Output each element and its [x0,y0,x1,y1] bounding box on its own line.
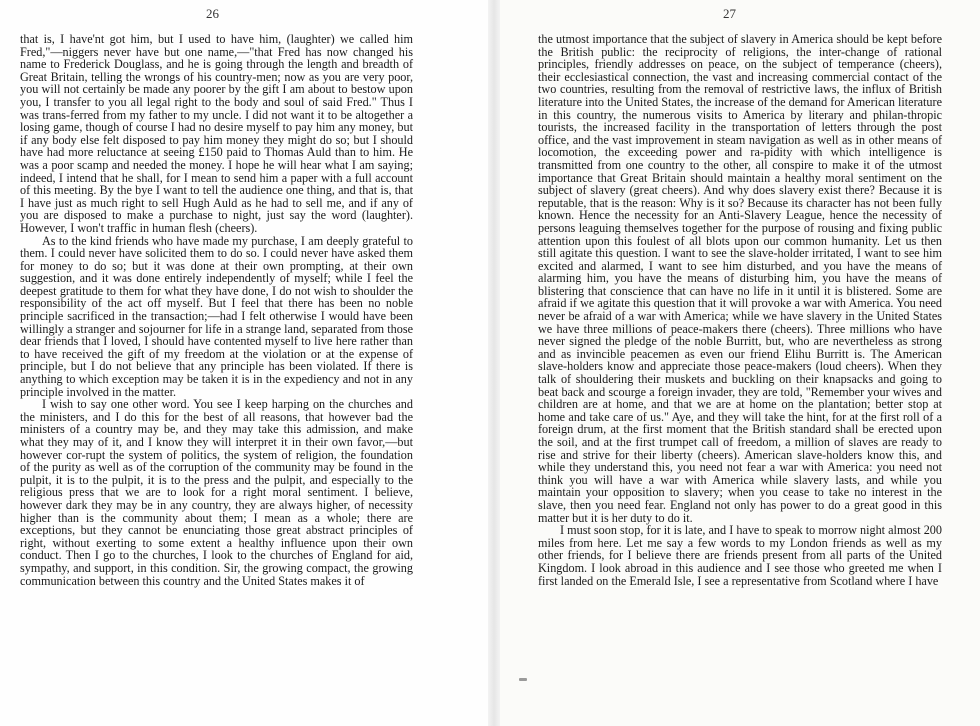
paragraph: I must soon stop, for it is late, and I have to speak to morrow night almost 200 miles from here. Let me say a few words to my London friends as well as my other friends, for I believe there are friends present from all parts of the United Kingdom. I look abroad in this audience and I see those who greeted me when I first landed on the Emerald Isle, I see a representative from Scotland where I have [538,523,942,588]
paragraph: As to the kind friends who have made my purchase, I am deeply grateful to them. I could never have solicited them to do so. I could never have asked them for money to do so; but it was done at their own prompting, at their own suggestion, and it was done entirely independently of myself; while I feel the deepest gratitude to them for what they have done, I do not wish to shoulder the responsibility of the act off myself. But I feel that there has been no noble principle sacrificed in the transaction;—had I felt otherwise I would have been willingly a stranger and sojourner for life in a strange land, separated from those dear friends that I loved, I should have contented myself to live here rather than to have received the gift of my freedom at the violation or at the expense of principle, but I do not believe that any principle has been violated. If there is anything to which exception may be taken it is in the expediency and not in any principle involved in the matter. [20,233,413,399]
right-page [500,0,980,726]
left-page [0,0,488,726]
scan-mark [519,678,527,681]
page-number: 26 [206,6,219,21]
paragraph: I wish to say one other word. You see I keep harping on the churches and the ministers, and I do this for the best of all reasons, that however bad the ministers of a country may be, and they may take this admission, and make what they may of it, and I know they will interpret it in their own favor,—but however cor-rupt the system of politics, the system of religion, the foundation of the purity as well as of the corruption of the community may be found in the pulpit, it is to the pulpit, it is to the press and the pulpit, and especially to the religious press that we are to look for a right moral sentiment. I believe, however dark they may be in any country, they are always higher, of necessity higher than is the community about them; I mean as a whole; there are exceptions, but they cannot be enunciating those great abstract principles of right, without exerting to some extent a healthy influence upon their own conduct. Then I go to the churches, I look to the churches of England for aid, sympathy, and support, in this condition. Sir, the growing compact, the growing communication between this country and the United States makes it of [20,397,413,588]
book-gutter [488,0,500,726]
paragraph: the utmost importance that the subject of slavery in America should be kept before the British public: the reciprocity of religions, the inter-change of rational principles, friendly addresses on peace, on the subject of temperance (cheers), their ecclesiastical connection, the vast and increasing commercial contact of the two countries, resulting from the removal of restrictive laws, the influx of British literature into the United States, the increase of the demand for American literature in this country, the numerous visits to America by literary and philan-thropic tourists, the increased facility in the transportation of letters through the post office, and the vast improvement in steam navigation as well as in other means of locomotion, the exceeding power and ra-pidity with which intelligence is transmitted from one country to the other, all conspire to make it of the utmost importance that Great Britain should maintain a healthy moral sentiment on the subject of slavery (great cheers). And why does slavery exist there? Because it is reputable, that is the reason: Why is it so? Because its character has not been fully known. Hence the necessity for an Anti-Slavery League, hence the necessity of persons leaguing themselves together for the purpose of rousing and fixing public attention upon this foulest of all blots upon our common humanity. Let us then still agitate this question. I want to see the slave-holder irritated, I want to see him excited and alarmed, I want to see him disturbed, and you have the means of alarming him, you have the means of disturbing him, you have the means of blistering that conscience that can have no life in it until it is blistered. Some are afraid if we agitate this question that it will provoke a war with America. You need never be afraid of a war with America; while we have slavery in the United States we have three millions of peace-makers there (cheers). Three millions who have never signed the pledge of the noble Burritt, but, who are nevertheless as strong and as invincible peacemen as even our friend Elihu Burritt is. The American slave-holders know and appreciate those peace-makers (loud cheers). When they talk of shouldering their muskets and buckling on their knapsacks and going to beat back and scourge a foreign invader, they are told, "Remember your wives and children are at home, and that we are at home on the plantation; better stop at home and take care of us." Aye, and they will take the hint, for at the first roll of a foreign drum, at the first moment that the British standard shall be erected upon the soil, and at the first trumpet call of freedom, a million of slaves are ready to rise and strive for their liberty (cheers). American slave-holders know this, and while they understand this, you need not fear a war with America: you need not think you will have a war with America while slavery lasts, and while you maintain your opposition to slavery; when you cease to take no interest in the slave, then you need fear. England not only has power to do a great good in this matter but it is her duty to do it. [538,32,942,525]
page-number: 27 [723,6,736,21]
page-text [20,33,413,587]
page-text [538,33,942,587]
paragraph: that is, I have'nt got him, but I used to have him, (laughter) we called him Fred,"—niggers never have but one name,—"that Fred has now changed his name to Frederick Douglass, and he is going through the length and breadth of Great Britain, telling the wrongs of his country-men; now as you are very poor, you will not certainly be made any poorer by the gift I am about to bestow upon you, I transfer to you all legal right to the body and soul of said Fred." Thus I was trans-ferred from my father to my uncle. I did not want it to be altogether a losing game, though of course I had no desire myself to pay him any money, but if any body else felt disposed to pay him money they might do so; but I should have had more reluctance at seeing £150 paid to Thomas Auld than to him. He was a poor scamp and needed the money. I hope he will hear what I am saying; indeed, I intend that he shall, for I mean to send him a paper with a full account of this meeting. By the bye I want to tell the audience one thing, and that is, that I have just as much right to sell Hugh Auld as he had to sell me, and if any of you are disposed to make a purchase to night, just say the word (laughter). However, I won't traffic in human flesh (cheers). [20,32,413,235]
